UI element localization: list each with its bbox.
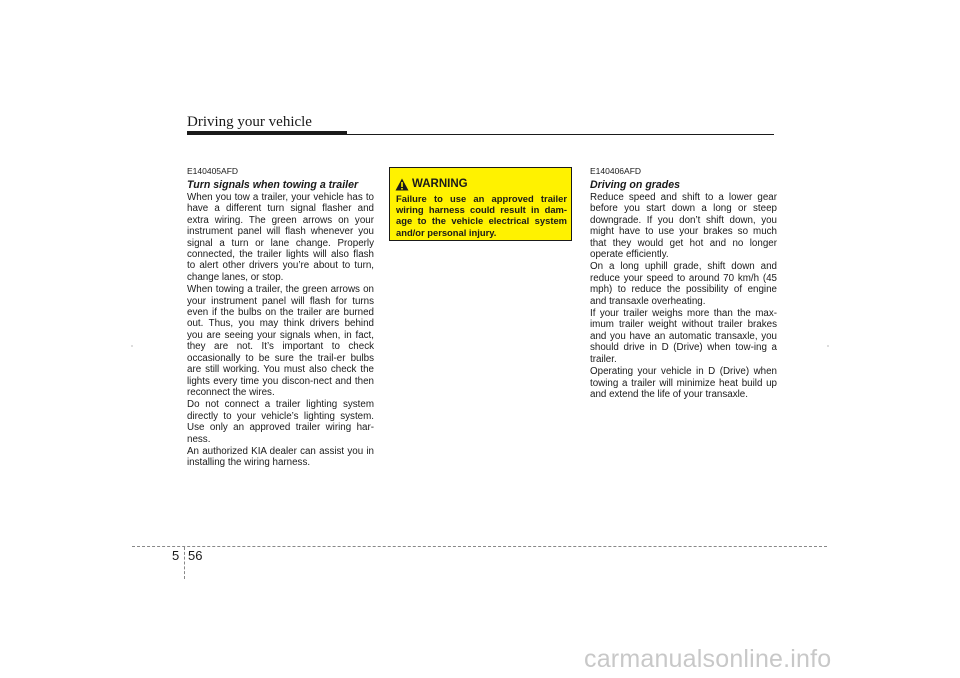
paragraph: An authorized KIA dealer can assist you in installing the wiring harness.	[187, 445, 374, 469]
paragraph: When you tow a trailer, your vehicle has to have a different turn signal flasher and extra wiring. The green arrows on your instrument panel will flash whenever you signal a turn or lane change. Properly connected, the trailer lights will also flash to alert other drivers you’re about to turn, change lanes, or stop.	[187, 192, 374, 283]
crop-mark	[131, 345, 133, 347]
crop-mark	[827, 345, 829, 347]
warning-box	[389, 167, 572, 241]
paragraph: Operating your vehicle in D (Drive) when towing a trailer will minimize heat build up and extend the life of your transaxle.	[590, 366, 777, 400]
right-column	[590, 166, 777, 401]
warning-text: Failure to use an approved trailer wiring harness could result in dam-age to the vehicle electrical system and/or personal injury.	[396, 193, 567, 238]
section-code: E140405AFD	[187, 166, 239, 176]
paragraph: Reduce speed and shift to a lower gear before you start down a long or steep downgrade. If you don’t shift down, you might have to use your brakes so much that they would get hot and no longer operate efficiently.	[590, 192, 777, 261]
section-heading: Driving on grades	[590, 179, 681, 191]
warning-header	[395, 177, 468, 191]
section-title: Driving your vehicle	[187, 114, 312, 130]
page-number: 56	[188, 548, 203, 563]
section-heading: Turn signals when towing a trailer	[187, 179, 359, 191]
footer-rule	[132, 546, 827, 547]
watermark: carmanualsonline.info	[584, 645, 832, 673]
paragraph: On a long uphill grade, shift down and reduce your speed to around 70 km/h (45 mph) to reduce the possibility of engine and transaxle overheating.	[590, 261, 777, 307]
left-column	[187, 166, 374, 470]
header-rule	[347, 134, 774, 135]
paragraph: Do not connect a trailer lighting system directly to your vehicle’s lighting system. Use only an approved trailer wiring har-ness.	[187, 399, 374, 445]
paragraph: If your trailer weighs more than the max-imum trailer weight without trailer brakes and you have an automatic transaxle, you should drive in D (Drive) when tow-ing a trailer.	[590, 308, 777, 365]
footer-divider	[184, 547, 185, 579]
section-code: E140406AFD	[590, 166, 642, 176]
header-bar	[187, 131, 347, 135]
warning-triangle-icon	[395, 178, 409, 191]
chapter-number: 5	[172, 548, 180, 563]
warning-title: WARNING	[412, 178, 468, 190]
paragraph: When towing a trailer, the green arrows on your instrument panel will flash for turns even if the bulbs on the trailer are burned out. Thus, you may think drivers behind you are seeing your signals when, in fact, they are not. It’s important to check occasionally to be sure the trail-er bulbs are still working. You must also check the lights every time you discon-nect and then reconnect the wires.	[187, 284, 374, 398]
